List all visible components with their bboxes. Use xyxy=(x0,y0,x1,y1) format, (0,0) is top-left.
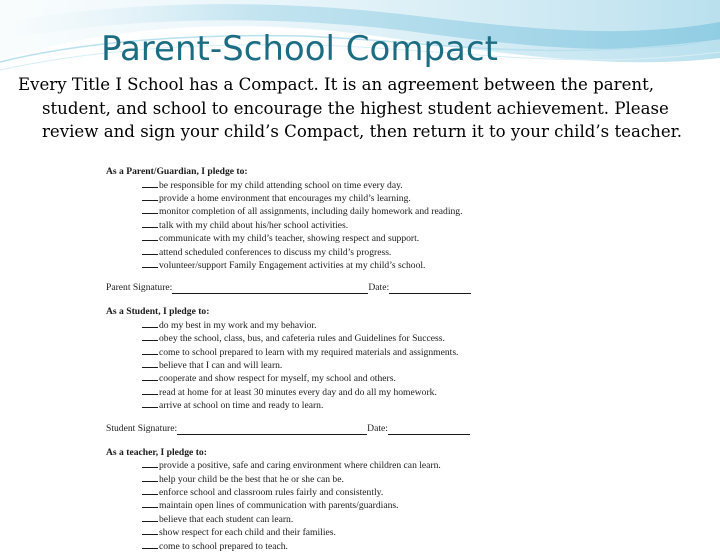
student-date-label: Date: xyxy=(367,422,388,434)
checkbox-blank xyxy=(142,179,158,188)
checkbox-blank xyxy=(142,399,158,408)
checkbox-blank xyxy=(142,319,158,328)
student-pledge-item: arrive at school on time and ready to learn. xyxy=(142,399,556,412)
student-date-blank xyxy=(388,425,470,435)
checkbox-blank xyxy=(142,486,158,495)
checkbox-blank xyxy=(142,513,158,522)
parent-date-blank xyxy=(389,284,471,294)
checkbox-blank xyxy=(142,499,158,508)
checkbox-blank xyxy=(142,473,158,482)
parent-pledge-section xyxy=(106,166,556,272)
checkbox-blank xyxy=(142,526,158,535)
teacher-pledge-list xyxy=(106,459,556,553)
teacher-pledge-heading: As a teacher, I pledge to: xyxy=(106,446,207,458)
checkbox-blank xyxy=(142,386,158,395)
checkbox-blank xyxy=(142,219,158,228)
student-pledge-section xyxy=(106,306,556,412)
parent-pledge-item: be responsible for my child attending school on time every day. xyxy=(142,179,556,192)
parent-pledge-list xyxy=(106,179,556,273)
parent-pledge-heading: As a Parent/Guardian, I pledge to: xyxy=(106,166,248,177)
parent-signature-label: Parent Signature: xyxy=(106,282,173,294)
checkbox-blank xyxy=(142,192,158,201)
teacher-pledge-item: maintain open lines of communication with parents/guardians. xyxy=(142,499,556,512)
teacher-pledge-item: come to school prepared to teach. xyxy=(142,540,556,553)
parent-signature-line xyxy=(106,281,556,294)
student-pledge-item: believe that I can and will learn. xyxy=(142,359,556,372)
student-pledge-heading: As a Student, I pledge to: xyxy=(106,306,210,318)
teacher-pledge-item: show respect for each child and their families. xyxy=(142,526,556,539)
compact-form-image xyxy=(106,166,556,553)
checkbox-blank xyxy=(142,259,158,268)
checkbox-blank xyxy=(142,540,158,549)
student-pledge-list xyxy=(106,319,556,413)
teacher-pledge-item: provide a positive, safe and caring environment where children can learn. xyxy=(142,459,556,472)
parent-pledge-item: attend scheduled conferences to discuss my child’s progress. xyxy=(142,246,556,259)
checkbox-blank xyxy=(142,246,158,255)
parent-date-label: Date: xyxy=(368,282,390,294)
student-signature-blank xyxy=(177,425,367,435)
parent-signature-blank xyxy=(172,284,368,294)
parent-pledge-item: communicate with my child’s teacher, showing respect and support. xyxy=(142,232,556,245)
student-pledge-item: come to school prepared to learn with my required materials and assignments. xyxy=(142,346,556,359)
teacher-pledge-item: believe that each student can learn. xyxy=(142,513,556,526)
checkbox-blank xyxy=(142,232,158,241)
checkbox-blank xyxy=(142,332,158,341)
parent-pledge-item: talk with my child about his/her school activities. xyxy=(142,219,556,232)
student-pledge-item: obey the school, class, bus, and cafeteria rules and Guidelines for Success. xyxy=(142,332,556,345)
student-pledge-item: cooperate and show respect for myself, my school and others. xyxy=(142,372,556,385)
checkbox-blank xyxy=(142,359,158,368)
student-signature-line xyxy=(106,422,556,435)
parent-pledge-item: monitor completion of all assignments, including daily homework and reading. xyxy=(142,205,556,218)
checkbox-blank xyxy=(142,346,158,355)
teacher-pledge-section xyxy=(106,447,556,553)
slide-title: Parent-School Compact xyxy=(101,29,498,69)
student-signature-label: Student Signature: xyxy=(106,422,178,434)
teacher-pledge-item: help your child be the best that he or she can be. xyxy=(142,473,556,486)
student-pledge-item: do my best in my work and my behavior. xyxy=(142,319,556,332)
checkbox-blank xyxy=(142,205,158,214)
teacher-pledge-item: enforce school and classroom rules fairly and consistently. xyxy=(142,486,556,499)
student-pledge-item: read at home for at least 30 minutes every day and do all my homework. xyxy=(142,386,556,399)
intro-paragraph: Every Title I School has a Compact. It is an agreement between the parent, student, and school to encourage the highest student achievement. Please review and sign your child’s Compact, then return it to your child’s teacher. xyxy=(18,75,683,142)
parent-pledge-item: volunteer/support Family Engagement activities at my child’s school. xyxy=(142,259,556,272)
checkbox-blank xyxy=(142,459,158,468)
parent-pledge-item: provide a home environment that encourages my child’s learning. xyxy=(142,192,556,205)
checkbox-blank xyxy=(142,372,158,381)
